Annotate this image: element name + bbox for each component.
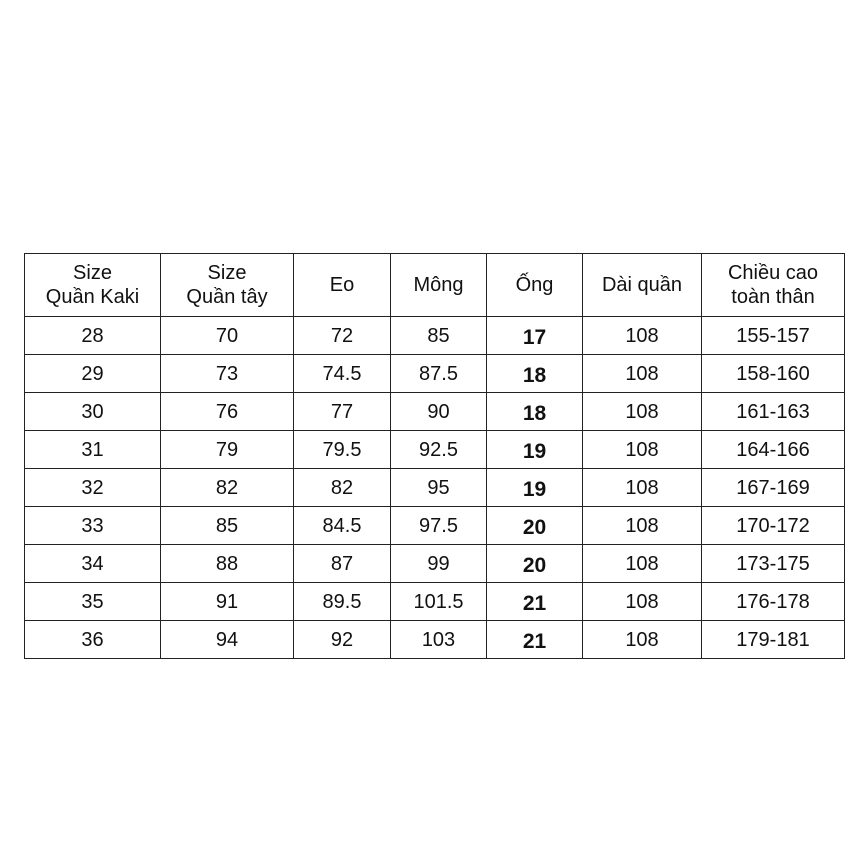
cell-dai-quan: 108 <box>583 469 702 507</box>
cell-mong: 87.5 <box>391 355 487 393</box>
cell-ong: 21 <box>487 583 583 621</box>
table-row <box>25 583 845 621</box>
header-text: Dài quần <box>601 274 683 296</box>
cell-eo: 89.5 <box>294 583 391 621</box>
header-dai-quan <box>583 254 702 317</box>
cell-dai-quan: 108 <box>583 355 702 393</box>
header-text: Quần tây <box>186 286 268 308</box>
cell-ong: 19 <box>487 469 583 507</box>
cell-ong: 21 <box>487 621 583 659</box>
cell-ong: 17 <box>487 317 583 355</box>
cell-chieu-cao: 164-166 <box>702 431 845 469</box>
cell-size-kaki: 36 <box>25 621 161 659</box>
cell-mong: 99 <box>391 545 487 583</box>
table-row <box>25 431 845 469</box>
cell-size-tay: 76 <box>161 393 294 431</box>
cell-chieu-cao: 158-160 <box>702 355 845 393</box>
cell-chieu-cao: 179-181 <box>702 621 845 659</box>
cell-chieu-cao: 173-175 <box>702 545 845 583</box>
cell-size-tay: 82 <box>161 469 294 507</box>
table-header-row <box>25 254 845 317</box>
header-size-kaki <box>25 254 161 317</box>
cell-ong: 18 <box>487 393 583 431</box>
cell-dai-quan: 108 <box>583 317 702 355</box>
table-row <box>25 393 845 431</box>
cell-eo: 77 <box>294 393 391 431</box>
cell-size-kaki: 30 <box>25 393 161 431</box>
cell-chieu-cao: 155-157 <box>702 317 845 355</box>
table-row <box>25 507 845 545</box>
cell-size-tay: 91 <box>161 583 294 621</box>
cell-ong: 20 <box>487 545 583 583</box>
table-row <box>25 469 845 507</box>
cell-size-kaki: 35 <box>25 583 161 621</box>
cell-size-tay: 88 <box>161 545 294 583</box>
cell-mong: 97.5 <box>391 507 487 545</box>
cell-dai-quan: 108 <box>583 583 702 621</box>
cell-eo: 87 <box>294 545 391 583</box>
cell-chieu-cao: 161-163 <box>702 393 845 431</box>
cell-size-kaki: 29 <box>25 355 161 393</box>
header-eo <box>294 254 391 317</box>
header-text: Eo <box>329 274 355 296</box>
cell-chieu-cao: 170-172 <box>702 507 845 545</box>
header-chieu-cao <box>702 254 845 317</box>
header-text: Chiều cao <box>727 262 819 284</box>
cell-size-tay: 70 <box>161 317 294 355</box>
cell-chieu-cao: 176-178 <box>702 583 845 621</box>
table-row <box>25 355 845 393</box>
cell-eo: 74.5 <box>294 355 391 393</box>
cell-mong: 85 <box>391 317 487 355</box>
table-row <box>25 621 845 659</box>
cell-chieu-cao: 167-169 <box>702 469 845 507</box>
cell-eo: 79.5 <box>294 431 391 469</box>
header-mong <box>391 254 487 317</box>
header-text: Size <box>73 262 112 284</box>
cell-ong: 20 <box>487 507 583 545</box>
cell-size-kaki: 32 <box>25 469 161 507</box>
header-text: Ống <box>515 274 554 296</box>
size-chart-table <box>24 253 845 659</box>
cell-dai-quan: 108 <box>583 431 702 469</box>
cell-size-kaki: 34 <box>25 545 161 583</box>
cell-mong: 95 <box>391 469 487 507</box>
cell-size-kaki: 28 <box>25 317 161 355</box>
cell-size-tay: 94 <box>161 621 294 659</box>
header-text: Quần Kaki <box>45 286 140 308</box>
cell-size-kaki: 33 <box>25 507 161 545</box>
cell-dai-quan: 108 <box>583 545 702 583</box>
cell-ong: 18 <box>487 355 583 393</box>
cell-size-tay: 79 <box>161 431 294 469</box>
cell-dai-quan: 108 <box>583 393 702 431</box>
cell-eo: 72 <box>294 317 391 355</box>
table-row <box>25 317 845 355</box>
cell-ong: 19 <box>487 431 583 469</box>
cell-dai-quan: 108 <box>583 507 702 545</box>
cell-eo: 82 <box>294 469 391 507</box>
cell-mong: 90 <box>391 393 487 431</box>
cell-size-tay: 85 <box>161 507 294 545</box>
cell-mong: 92.5 <box>391 431 487 469</box>
cell-eo: 92 <box>294 621 391 659</box>
header-text: Mông <box>413 274 464 296</box>
header-ong <box>487 254 583 317</box>
header-text: Size <box>207 262 247 284</box>
header-size-tay <box>161 254 294 317</box>
cell-mong: 101.5 <box>391 583 487 621</box>
cell-mong: 103 <box>391 621 487 659</box>
header-text: toàn thân <box>731 286 815 308</box>
cell-dai-quan: 108 <box>583 621 702 659</box>
cell-size-tay: 73 <box>161 355 294 393</box>
cell-size-kaki: 31 <box>25 431 161 469</box>
cell-eo: 84.5 <box>294 507 391 545</box>
table-row <box>25 545 845 583</box>
